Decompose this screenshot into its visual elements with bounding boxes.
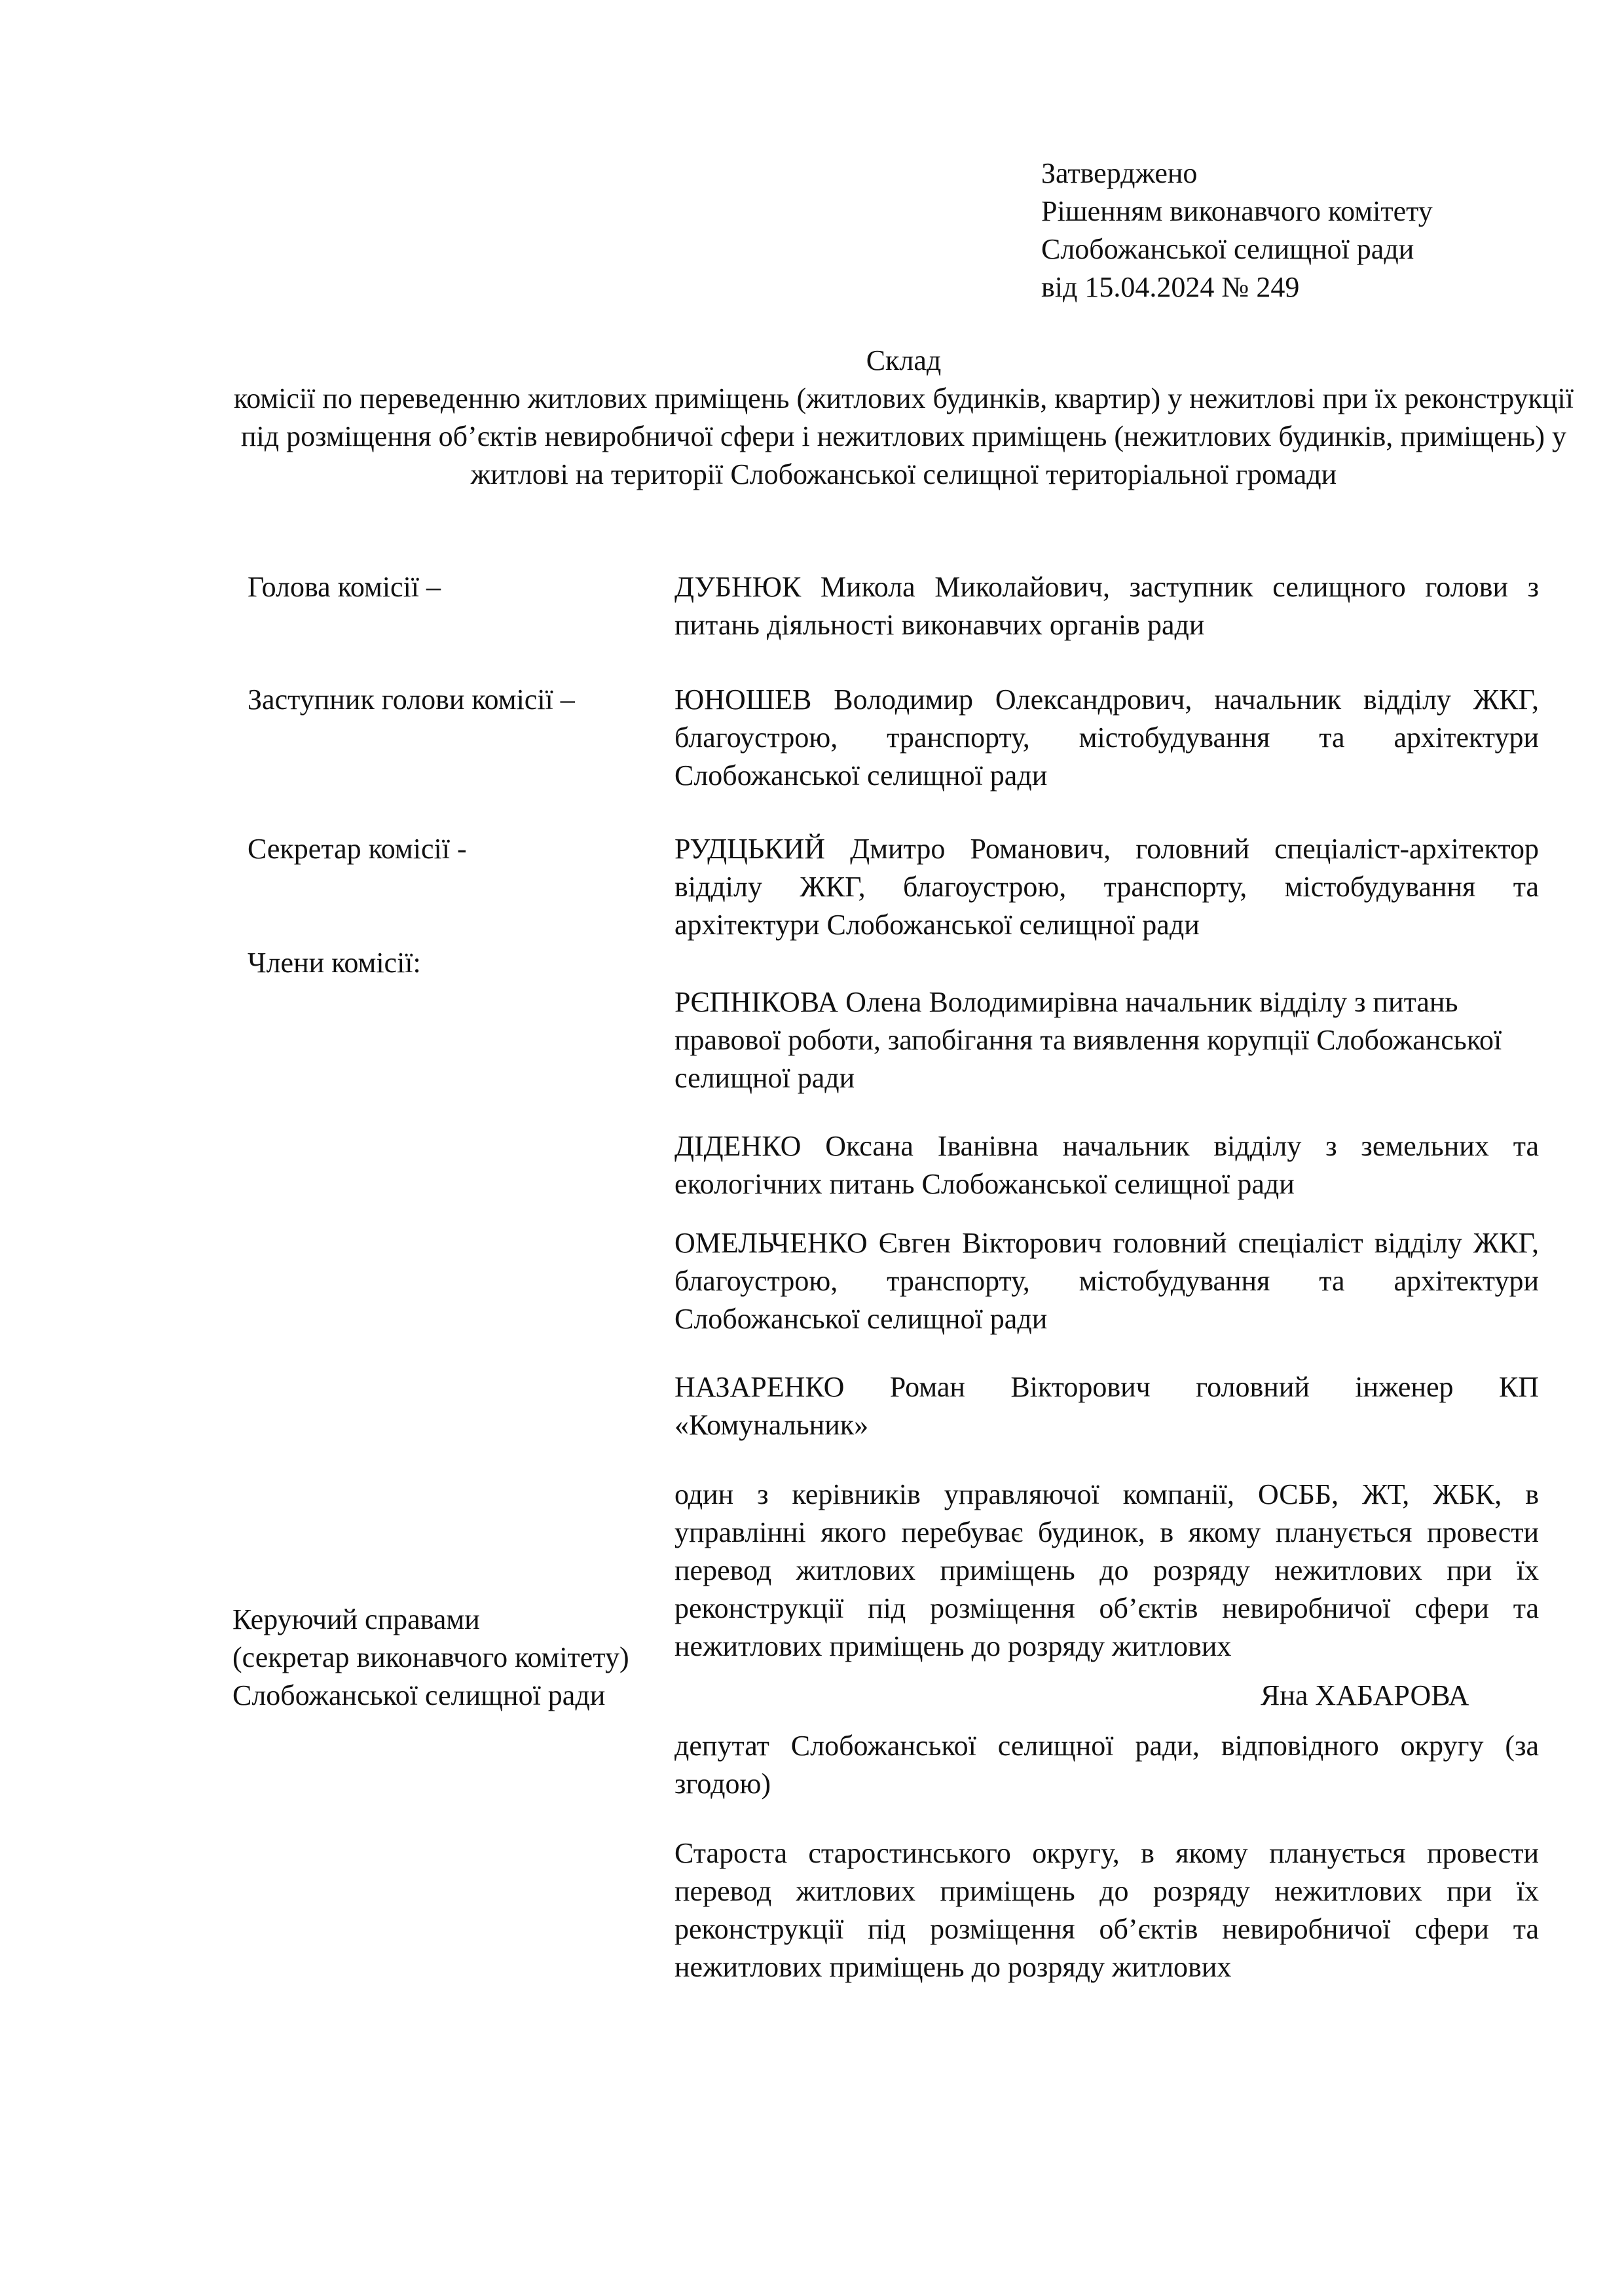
approval-block — [1041, 155, 1433, 306]
document-heading: Склад — [866, 344, 942, 376]
signatory-block — [232, 1601, 629, 1715]
entry-chair: ДУБНЮК Микола Миколайович, заступник селищного голови з питань діяльності виконавчих органів ради — [674, 571, 1539, 641]
approval-line: Затверджено — [1041, 157, 1198, 189]
entry-member: ДІДЕНКО Оксана Іванівна начальник відділу з земельних та екологічних питань Слобожанської селищної ради — [674, 1130, 1539, 1200]
entry-deputy: ЮНОШЕВ Володимир Олександрович, начальник відділу ЖКГ, благоустрою, транспорту, містобудування та архітектури Слобожанської селищної ради — [674, 683, 1539, 792]
signatory-name: Яна ХАБАРОВА — [1261, 1679, 1469, 1711]
role-chair-label: Голова комісії – — [248, 571, 441, 603]
approval-line: від 15.04.2024 № 249 — [1041, 271, 1300, 303]
role-deputy-label: Заступник голови комісії – — [248, 683, 575, 716]
role-secretary-label: Секретар комісії - — [248, 833, 467, 865]
entry-member: депутат Слобожанської селищної ради, відповідного округу (за згодою) — [674, 1730, 1539, 1800]
role-members-label: Члени комісії: — [248, 947, 421, 979]
signatory-line: Слобожанської селищної ради — [232, 1679, 606, 1711]
signatory-line: (секретар виконавчого комітету) — [232, 1641, 629, 1673]
entry-member: РЄПНІКОВА Олена Володимирівна начальник відділу з питань правової роботи, запобігання та виявлення корупції Слобожанської селищної ради — [674, 986, 1502, 1094]
title-block — [216, 342, 1591, 494]
document-subtitle: комісії по переведенню житлових приміщень (житлових будинків, квартир) у нежитлові при їх реконструкції під розміщення об’єктів невиробничої сфери і нежитлових приміщень (нежитлових будинків, приміщень) у житлові на території Слобожанської селищної територіальної громади — [234, 382, 1574, 490]
approval-line: Слобожанської селищної ради — [1041, 233, 1414, 265]
entry-member: один з керівників управляючої компанії, ОСББ, ЖТ, ЖБК, в управлінні якого перебуває будинок, в якому планується провести перевод житлових приміщень до розряду нежитлових при їх реконструкції під розміщення об’єктів невиробничої сфери та нежитлових приміщень до розряду житлових — [674, 1478, 1539, 1662]
signatory-line: Керуючий справами — [232, 1603, 480, 1635]
entry-secretary: РУДЦЬКИЙ Дмитро Романович, головний спеціаліст-архітектор відділу ЖКГ, благоустрою, транспорту, містобудування та архітектури Слобожанської селищної ради — [674, 833, 1539, 941]
entry-member: ОМЕЛЬЧЕНКО Євген Вікторович головний спеціаліст відділу ЖКГ, благоустрою, транспорту, містобудування та архітектури Слобожанської селищної ради — [674, 1227, 1539, 1335]
entry-member: НАЗАРЕНКО Роман Вікторович головний інженер КП «Комунальник» — [674, 1371, 1539, 1441]
approval-line: Рішенням виконавчого комітету — [1041, 195, 1433, 227]
entry-member: Староста старостинського округу, в якому планується провести перевод житлових приміщень до розряду нежитлових при їх реконструкції під розміщення об’єктів невиробничої сфери та нежитлових приміщень до розряду житлових — [674, 1837, 1539, 1983]
